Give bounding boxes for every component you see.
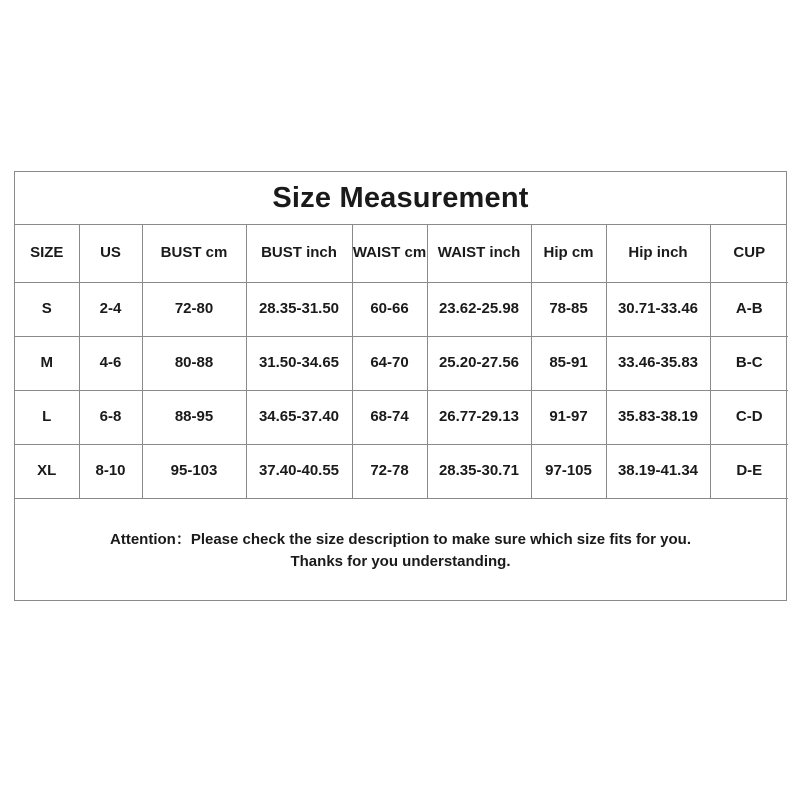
table-cell: 34.65-37.40 — [246, 390, 352, 444]
table-cell: 23.62-25.98 — [427, 282, 531, 336]
table-cell: 91-97 — [531, 390, 606, 444]
column-header: Hip inch — [606, 225, 710, 282]
column-header: US — [79, 225, 142, 282]
table-cell: 80-88 — [142, 336, 246, 390]
table-cell: XL — [15, 444, 79, 498]
table-row — [15, 336, 788, 390]
attention-text: Attention：Please check the size description to make sure which size fits for you. — [110, 530, 691, 548]
table-cell: 68-74 — [352, 390, 427, 444]
column-header: WAIST cm — [352, 225, 427, 282]
size-table — [15, 225, 788, 499]
table-cell: 64-70 — [352, 336, 427, 390]
column-header: BUST inch — [246, 225, 352, 282]
table-cell: 37.40-40.55 — [246, 444, 352, 498]
table-cell: D-E — [710, 444, 788, 498]
table-cell: A-B — [710, 282, 788, 336]
column-header: SIZE — [15, 225, 79, 282]
column-header: WAIST inch — [427, 225, 531, 282]
column-header: Hip cm — [531, 225, 606, 282]
table-cell: 72-80 — [142, 282, 246, 336]
table-row — [15, 390, 788, 444]
table-cell: 85-91 — [531, 336, 606, 390]
table-cell: 31.50-34.65 — [246, 336, 352, 390]
thanks-text: Thanks for you understanding. — [290, 552, 511, 570]
table-cell: C-D — [710, 390, 788, 444]
table-cell: 97-105 — [531, 444, 606, 498]
table-cell: S — [15, 282, 79, 336]
table-cell: M — [15, 336, 79, 390]
table-cell: 30.71-33.46 — [606, 282, 710, 336]
chart-title: Size Measurement — [15, 172, 786, 225]
table-cell: 95-103 — [142, 444, 246, 498]
table-cell: 28.35-31.50 — [246, 282, 352, 336]
table-cell: 72-78 — [352, 444, 427, 498]
table-cell: 28.35-30.71 — [427, 444, 531, 498]
table-row — [15, 282, 788, 336]
table-cell: L — [15, 390, 79, 444]
table-cell: 88-95 — [142, 390, 246, 444]
table-cell: 26.77-29.13 — [427, 390, 531, 444]
column-header: BUST cm — [142, 225, 246, 282]
table-cell: B-C — [710, 336, 788, 390]
size-chart — [14, 171, 787, 601]
table-cell: 2-4 — [79, 282, 142, 336]
table-cell: 78-85 — [531, 282, 606, 336]
table-cell: 8-10 — [79, 444, 142, 498]
table-cell: 25.20-27.56 — [427, 336, 531, 390]
table-row — [15, 444, 788, 498]
table-cell: 4-6 — [79, 336, 142, 390]
table-cell: 35.83-38.19 — [606, 390, 710, 444]
table-cell: 38.19-41.34 — [606, 444, 710, 498]
table-cell: 6-8 — [79, 390, 142, 444]
table-cell: 33.46-35.83 — [606, 336, 710, 390]
column-header: CUP — [710, 225, 788, 282]
attention-note — [15, 499, 786, 603]
table-header-row — [15, 225, 788, 282]
table-cell: 60-66 — [352, 282, 427, 336]
